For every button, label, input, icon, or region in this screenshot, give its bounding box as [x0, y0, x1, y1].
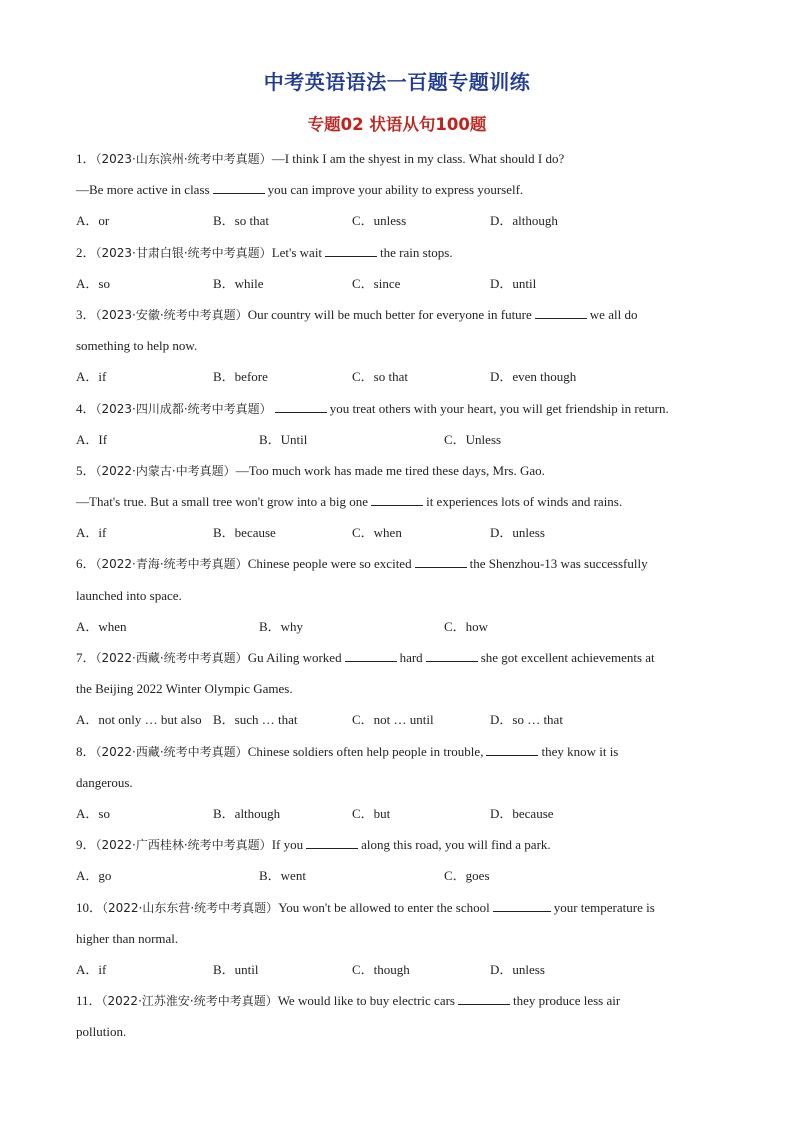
question-text: launched into space. [76, 587, 182, 603]
question-8-options [76, 802, 726, 833]
option-d: D．until [490, 275, 537, 291]
answer-blank [535, 305, 587, 319]
question-source: （2023·甘肃白银·统考中考真题） [95, 245, 272, 260]
question-number: 3． [76, 306, 96, 322]
page-title: 中考英语语法一百题专题训练 [263, 70, 531, 94]
question-11 [76, 989, 726, 1020]
option-c: C．since [352, 275, 401, 291]
option-c: C．though [352, 961, 410, 977]
question-3 [76, 303, 726, 334]
question-4 [76, 397, 726, 428]
question-source: （2022·山东东营·统考中考真题） [102, 900, 279, 915]
question-text: higher than normal. [76, 930, 179, 946]
answer-blank [415, 554, 467, 568]
question-11-line-2 [76, 1020, 726, 1051]
question-list [76, 147, 726, 1051]
question-3-line-2 [76, 334, 726, 365]
question-text: —I think I am the shyest in my class. What should I do? [271, 151, 565, 166]
question-text: something to help now. [76, 338, 198, 354]
option-d: D．because [490, 805, 554, 821]
question-text: she got excellent achievements at [480, 650, 655, 665]
question-text: it experiences lots of winds and rains. [426, 494, 623, 510]
question-text: we all do [589, 306, 638, 322]
option-c: C．so that [352, 369, 408, 385]
option-a: A．go [76, 868, 112, 884]
question-text: Our country will be much better for everyone in future [247, 306, 532, 322]
question-text: You won't be allowed to enter the school [278, 899, 490, 915]
question-number: 9． [76, 837, 96, 853]
question-number: 8． [76, 743, 96, 759]
question-2 [76, 241, 726, 272]
question-text: Let's wait [271, 244, 323, 260]
question-10-line-2 [76, 927, 726, 958]
question-text: Chinese soldiers often help people in trouble, [247, 743, 484, 759]
question-6-line-2 [76, 584, 726, 615]
option-a: A．if [76, 525, 107, 541]
question-text: they produce less air [512, 993, 621, 1009]
option-a: A．if [76, 961, 107, 977]
question-8 [76, 740, 726, 771]
question-text: along this road, you will find a park. [361, 837, 551, 853]
question-text: Chinese people were so excited [247, 556, 412, 572]
question-1-line-2 [76, 178, 726, 209]
question-text: the Beijing 2022 Winter Olympic Games. [76, 681, 293, 697]
question-number: 5． [76, 462, 96, 478]
question-text: your temperature is [553, 899, 655, 915]
question-source: （2023·山东滨州·统考中考真题） [95, 152, 272, 166]
question-source: （2023·安徽·统考中考真题） [95, 307, 248, 322]
option-a: A．or [76, 213, 110, 229]
question-10 [76, 896, 726, 927]
option-a: A．so [76, 805, 110, 821]
option-c: C．not … until [352, 712, 434, 728]
question-text: pollution. [76, 1024, 127, 1040]
question-source: （2022·青海·统考中考真题） [95, 557, 248, 572]
answer-blank [275, 399, 327, 413]
answer-blank [345, 648, 397, 662]
option-c: C．but [352, 805, 391, 821]
question-text: We would like to buy electric cars [277, 993, 455, 1009]
question-source: （2023·四川成都·统考中考真题） [95, 401, 272, 416]
option-d: D．unless [490, 961, 545, 977]
option-a: A．if [76, 369, 107, 385]
question-text: you can improve your ability to express yourself. [267, 182, 524, 198]
option-b: B．went [259, 868, 306, 884]
option-a: A．when [76, 618, 127, 634]
question-8-line-2 [76, 771, 726, 802]
answer-blank [371, 492, 423, 506]
option-b: B．such … that [213, 712, 298, 728]
option-d: D．so … that [490, 712, 563, 728]
option-a: A．If [76, 431, 108, 447]
option-d: D．unless [490, 525, 545, 541]
question-text: the rain stops. [380, 244, 453, 260]
question-4-options [76, 428, 726, 459]
option-d: D．although [490, 213, 558, 229]
question-text: you treat others with your heart, you will get friendship in return. [329, 400, 669, 416]
question-text: dangerous. [76, 774, 133, 790]
answer-blank [486, 742, 538, 756]
answer-blank [325, 243, 377, 257]
question-7 [76, 646, 726, 677]
question-text: —Too much work has made me tired these days, Mrs. Gao. [235, 462, 545, 478]
question-number: 1． [76, 151, 96, 166]
answer-blank [493, 898, 551, 912]
question-number: 10． [76, 899, 103, 915]
option-b: B．although [213, 805, 281, 821]
option-c: C．Unless [444, 431, 502, 447]
question-source: （2022·广西桂林·统考中考真题） [95, 838, 272, 853]
question-7-options [76, 708, 726, 739]
option-d: D．even though [490, 369, 577, 385]
question-9 [76, 833, 726, 864]
option-a: A．so [76, 275, 110, 291]
option-b: B．before [213, 369, 268, 385]
option-a: A．not only … but also [76, 712, 202, 728]
option-c: C．unless [352, 213, 407, 229]
option-b: B．while [213, 275, 264, 291]
question-source: （2022·西藏·统考中考真题） [95, 744, 248, 759]
question-number: 11． [76, 993, 102, 1009]
question-9-options [76, 864, 726, 895]
question-text: Gu Ailing worked [247, 650, 342, 665]
answer-blank [213, 180, 265, 194]
question-1-options [76, 209, 726, 240]
question-6 [76, 552, 726, 583]
question-2-options [76, 272, 726, 303]
option-c: C．when [352, 525, 402, 541]
option-b: B．because [213, 525, 276, 541]
question-text: they know it is [541, 743, 619, 759]
question-text: the Shenzhou-13 was successfully [469, 556, 648, 572]
question-3-options [76, 365, 726, 396]
question-6-options [76, 615, 726, 646]
question-text: —Be more active in class [76, 182, 210, 198]
question-text: —That's true. But a small tree won't grow into a big one [76, 494, 369, 510]
option-c: C．goes [444, 868, 490, 884]
question-5 [76, 459, 726, 490]
question-source: （2022·内蒙古·中考真题） [95, 463, 236, 478]
question-text: If you [271, 837, 304, 853]
question-number: 2． [76, 244, 96, 260]
option-b: B．why [259, 618, 304, 634]
answer-blank [306, 835, 358, 849]
question-5-line-2 [76, 490, 726, 521]
option-b: B．so that [213, 213, 269, 229]
question-1 [76, 147, 726, 178]
question-number: 4． [76, 400, 96, 416]
question-7-line-2 [76, 677, 726, 708]
option-b: B．Until [259, 431, 308, 447]
option-b: B．until [213, 961, 259, 977]
answer-blank [426, 648, 478, 662]
question-number: 6． [76, 556, 96, 572]
question-5-options [76, 521, 726, 552]
page-subtitle: 专题02 状语从句100题 [307, 115, 487, 134]
answer-blank [458, 991, 510, 1005]
question-source: （2022·江苏淮安·统考中考真题） [101, 994, 278, 1009]
option-c: C．how [444, 618, 489, 634]
question-text: hard [399, 650, 423, 665]
question-source: （2022·西藏·统考中考真题） [95, 651, 248, 665]
question-number: 7． [76, 650, 96, 665]
question-10-options [76, 958, 726, 989]
